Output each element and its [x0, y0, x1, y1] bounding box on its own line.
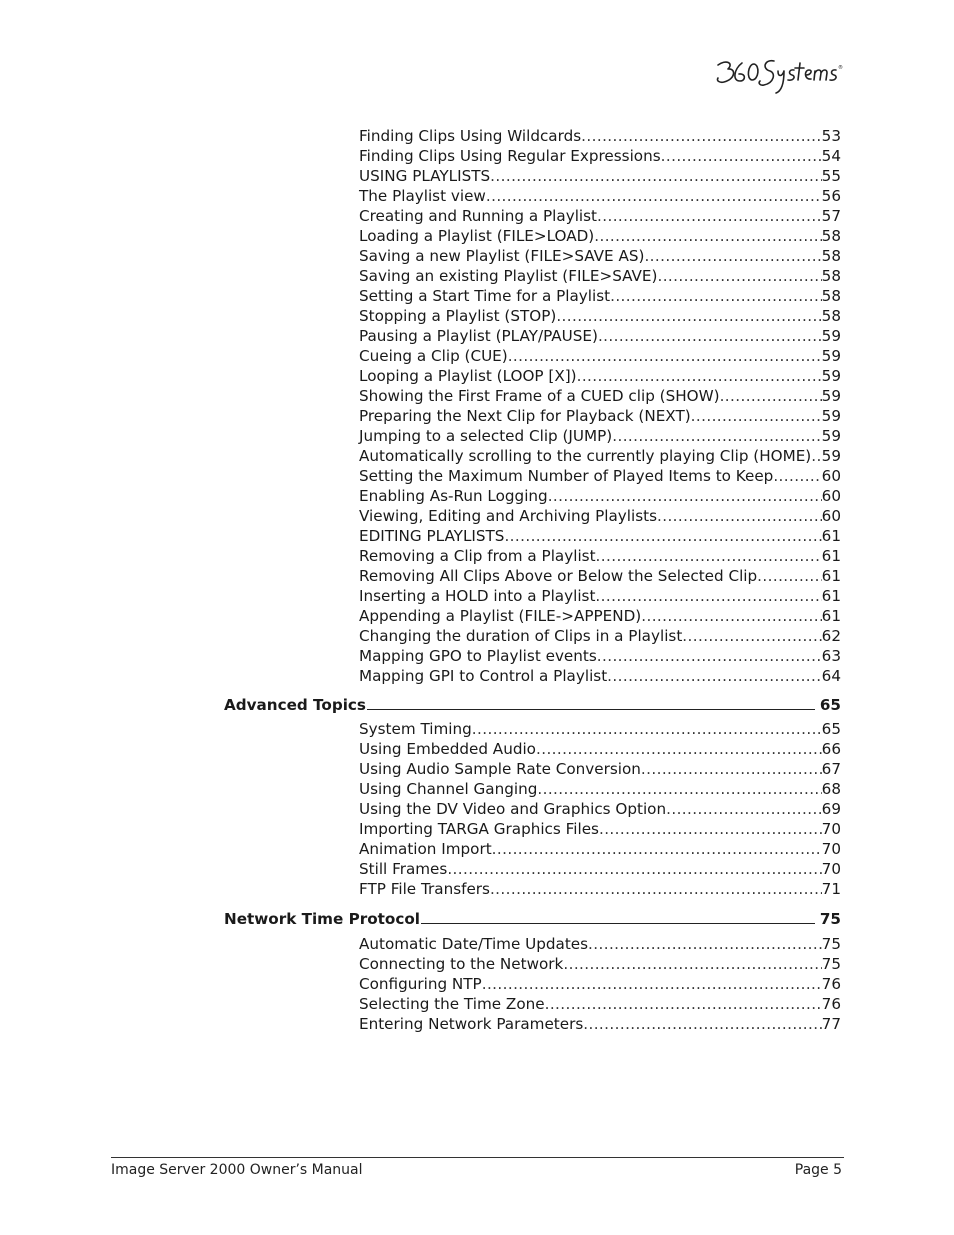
- dot-leader: [588, 934, 822, 954]
- toc-entry[interactable]: [359, 859, 841, 879]
- section-leader-rule: [367, 695, 815, 710]
- toc-entry-page-number: 59: [821, 447, 841, 465]
- toc-entry-title: The Playlist view: [359, 187, 486, 205]
- toc-entry-page-number: 59: [821, 387, 841, 405]
- toc-entry[interactable]: [359, 306, 841, 326]
- toc-group-playlists: [359, 126, 841, 686]
- dot-leader: [691, 406, 822, 426]
- toc-entry-title: Connecting to the Network: [359, 955, 564, 973]
- toc-entry-title: Still Frames: [359, 860, 448, 878]
- toc-entry-page-number: 58: [821, 307, 841, 325]
- toc-entry-page-number: 58: [821, 267, 841, 285]
- toc-entry[interactable]: [359, 246, 841, 266]
- toc-entry-title: Using Embedded Audio: [359, 740, 536, 758]
- toc-entry-title: Appending a Playlist (FILE->APPEND): [359, 607, 642, 625]
- section-title: Network Time Protocol: [224, 910, 420, 928]
- company-logo: [712, 55, 844, 97]
- toc-entry-page-number: 57: [821, 207, 841, 225]
- toc-section-network-time-protocol[interactable]: [224, 909, 841, 929]
- toc-entry[interactable]: [359, 286, 841, 306]
- toc-entry-page-number: 64: [821, 667, 841, 685]
- toc-entry[interactable]: [359, 586, 841, 606]
- dot-leader: [472, 719, 822, 739]
- toc-entry[interactable]: [359, 266, 841, 286]
- toc-entry-page-number: 75: [821, 935, 841, 953]
- toc-entry-page-number: 59: [821, 327, 841, 345]
- toc-entry-page-number: 75: [821, 955, 841, 973]
- toc-group-network-time-protocol: [359, 934, 841, 1034]
- toc-entry-title: Automatic Date/Time Updates: [359, 935, 589, 953]
- toc-entry[interactable]: [359, 346, 841, 366]
- dot-leader: [596, 546, 822, 566]
- toc-entry[interactable]: [359, 226, 841, 246]
- toc-entry[interactable]: [359, 566, 841, 586]
- toc-entry-title: Setting a Start Time for a Playlist: [359, 287, 611, 305]
- toc-entry-title: Enabling As-Run Logging: [359, 487, 548, 505]
- dot-leader: [486, 186, 822, 206]
- dot-leader: [545, 994, 822, 1014]
- toc-entry-title: Saving an existing Playlist (FILE>SAVE): [359, 267, 658, 285]
- toc-section-advanced-topics[interactable]: [224, 695, 841, 715]
- toc-entry-title: Configuring NTP: [359, 975, 482, 993]
- section-leader-rule: [421, 909, 815, 924]
- toc-entry-title: Creating and Running a Playlist: [359, 207, 598, 225]
- toc-entry[interactable]: [359, 666, 841, 686]
- dot-leader: [595, 586, 821, 606]
- dot-leader: [597, 206, 822, 226]
- toc-entry[interactable]: [359, 819, 841, 839]
- toc-entry-title: Saving a new Playlist (FILE>SAVE AS): [359, 247, 645, 265]
- dot-leader: [563, 954, 821, 974]
- dot-leader: [583, 1014, 821, 1034]
- toc-entry-page-number: 68: [821, 780, 841, 798]
- toc-entry[interactable]: [359, 506, 841, 526]
- toc-entry[interactable]: [359, 126, 841, 146]
- dot-leader: [610, 286, 822, 306]
- toc-entry[interactable]: [359, 626, 841, 646]
- toc-entry-title: FTP File Transfers: [359, 880, 490, 898]
- dot-leader: [657, 266, 821, 286]
- toc-entry-page-number: 67: [821, 760, 841, 778]
- toc-entry[interactable]: [359, 759, 841, 779]
- dot-leader: [508, 346, 822, 366]
- toc-entry-page-number: 55: [821, 167, 841, 185]
- toc-entry[interactable]: [359, 974, 841, 994]
- toc-entry[interactable]: [359, 799, 841, 819]
- dot-leader: [594, 226, 821, 246]
- toc-entry-page-number: 77: [821, 1015, 841, 1033]
- toc-entry[interactable]: [359, 1014, 841, 1034]
- toc-entry-page-number: 69: [821, 800, 841, 818]
- dot-leader: [720, 386, 822, 406]
- toc-entry-title: Finding Clips Using Regular Expressions: [359, 147, 661, 165]
- toc-entry[interactable]: [359, 719, 841, 739]
- dot-leader: [657, 506, 822, 526]
- toc-entry-title: Importing TARGA Graphics Files: [359, 820, 599, 838]
- dot-leader: [492, 839, 822, 859]
- toc-entry[interactable]: [359, 879, 841, 899]
- svg-text:®: ®: [838, 65, 843, 71]
- dot-leader: [811, 446, 821, 466]
- toc-entry-title: Automatically scrolling to the currently playing Clip (HOME): [359, 447, 812, 465]
- dot-leader: [598, 326, 822, 346]
- dot-leader: [504, 526, 821, 546]
- toc-entry-page-number: 60: [821, 467, 841, 485]
- dot-leader: [641, 759, 822, 779]
- toc-entry-page-number: 58: [821, 247, 841, 265]
- dot-leader: [644, 246, 821, 266]
- toc-entry-page-number: 58: [821, 227, 841, 245]
- toc-entry[interactable]: [359, 994, 841, 1014]
- toc-entry-title: Finding Clips Using Wildcards: [359, 127, 582, 145]
- toc-entry-title: Changing the duration of Clips in a Playlist: [359, 627, 683, 645]
- dot-leader: [537, 779, 821, 799]
- toc-entry-title: Mapping GPI to Control a Playlist: [359, 667, 608, 685]
- toc-entry-page-number: 71: [821, 880, 841, 898]
- toc-entry-title: Cueing a Clip (CUE): [359, 347, 508, 365]
- 360-systems-logo: [712, 55, 844, 97]
- toc-entry[interactable]: [359, 426, 841, 446]
- section-page-number: 65: [819, 696, 841, 714]
- toc-entry-title: Preparing the Next Clip for Playback (NEXT): [359, 407, 691, 425]
- toc-entry[interactable]: [359, 446, 841, 466]
- toc-entry[interactable]: [359, 326, 841, 346]
- toc-entry[interactable]: [359, 186, 841, 206]
- toc-entry[interactable]: [359, 934, 841, 954]
- toc-entry-page-number: 54: [821, 147, 841, 165]
- toc-entry[interactable]: [359, 206, 841, 226]
- toc-entry-page-number: 61: [821, 527, 841, 545]
- toc-entry-title: Animation Import: [359, 840, 492, 858]
- toc-entry[interactable]: [359, 606, 841, 626]
- dot-leader: [612, 426, 821, 446]
- toc-entry-title: Pausing a Playlist (PLAY/PAUSE): [359, 327, 598, 345]
- toc-entry-page-number: 59: [821, 367, 841, 385]
- dot-leader: [597, 646, 822, 666]
- toc-entry[interactable]: [359, 546, 841, 566]
- toc-entry[interactable]: [359, 146, 841, 166]
- toc-entry[interactable]: [359, 486, 841, 506]
- toc-entry-page-number: 53: [821, 127, 841, 145]
- toc-entry-title: Jumping to a selected Clip (JUMP): [359, 427, 613, 445]
- toc-entry-page-number: 66: [821, 740, 841, 758]
- toc-entry-page-number: 62: [821, 627, 841, 645]
- dot-leader: [536, 739, 822, 759]
- toc-entry-title: Entering Network Parameters: [359, 1015, 584, 1033]
- toc-entry[interactable]: [359, 739, 841, 759]
- toc-entry-page-number: 61: [821, 547, 841, 565]
- toc-entry[interactable]: [359, 466, 841, 486]
- toc-entry-page-number: 56: [821, 187, 841, 205]
- toc-entry-page-number: 65: [821, 720, 841, 738]
- toc-entry-page-number: 63: [821, 647, 841, 665]
- toc-entry-page-number: 70: [821, 820, 841, 838]
- toc-entry-title: EDITING PLAYLISTS: [359, 527, 505, 545]
- dot-leader: [490, 166, 822, 186]
- toc-entry-title: Using Audio Sample Rate Conversion: [359, 760, 641, 778]
- section-title: Advanced Topics: [224, 696, 366, 714]
- page-footer: [111, 1160, 842, 1180]
- toc-entry-page-number: 59: [821, 347, 841, 365]
- toc-entry[interactable]: [359, 954, 841, 974]
- dot-leader: [661, 146, 822, 166]
- toc-entry-title: Setting the Maximum Number of Played Items to Keep: [359, 467, 774, 485]
- toc-entry-title: Stopping a Playlist (STOP): [359, 307, 557, 325]
- toc-entry-title: Selecting the Time Zone: [359, 995, 545, 1013]
- toc-entry[interactable]: [359, 646, 841, 666]
- toc-entry-page-number: 59: [821, 407, 841, 425]
- dot-leader: [581, 126, 822, 146]
- footer-divider: [111, 1157, 844, 1158]
- section-page-number: 75: [819, 910, 841, 928]
- toc-entry[interactable]: [359, 386, 841, 406]
- toc-entry-page-number: 59: [821, 427, 841, 445]
- toc-entry[interactable]: [359, 839, 841, 859]
- dot-leader: [482, 974, 822, 994]
- toc-entry-page-number: 61: [821, 587, 841, 605]
- toc-entry[interactable]: [359, 406, 841, 426]
- toc-entry-title: USING PLAYLISTS: [359, 167, 491, 185]
- toc-entry[interactable]: [359, 166, 841, 186]
- footer-manual-title: Image Server 2000 Owner’s Manual: [111, 1162, 363, 1178]
- toc-entry-page-number: 76: [821, 975, 841, 993]
- toc-entry-page-number: 60: [821, 487, 841, 505]
- toc-entry-title: Removing All Clips Above or Below the Selected Clip: [359, 567, 758, 585]
- toc-entry-title: Loading a Playlist (FILE>LOAD): [359, 227, 595, 245]
- toc-entry[interactable]: [359, 779, 841, 799]
- toc-entry-title: System Timing: [359, 720, 472, 738]
- toc-entry-title: Using the DV Video and Graphics Option: [359, 800, 667, 818]
- dot-leader: [599, 819, 822, 839]
- toc-entry-page-number: 61: [821, 567, 841, 585]
- toc-entry-title: Inserting a HOLD into a Playlist: [359, 587, 596, 605]
- toc-entry[interactable]: [359, 366, 841, 386]
- dot-leader: [577, 366, 822, 386]
- toc-entry-title: Looping a Playlist (LOOP [X]): [359, 367, 577, 385]
- dot-leader: [548, 486, 822, 506]
- toc-entry-page-number: 76: [821, 995, 841, 1013]
- dot-leader: [490, 879, 822, 899]
- dot-leader: [447, 859, 821, 879]
- toc-entry[interactable]: [359, 526, 841, 546]
- dot-leader: [607, 666, 822, 686]
- toc-entry-page-number: 58: [821, 287, 841, 305]
- toc-entry-page-number: 70: [821, 840, 841, 858]
- dot-leader: [773, 466, 821, 486]
- dot-leader: [757, 566, 822, 586]
- dot-leader: [682, 626, 821, 646]
- dot-leader: [556, 306, 821, 326]
- toc-entry-title: Mapping GPO to Playlist events: [359, 647, 597, 665]
- toc-entry-title: Showing the First Frame of a CUED clip (SHOW): [359, 387, 720, 405]
- toc-entry-title: Using Channel Ganging: [359, 780, 538, 798]
- dot-leader: [641, 606, 821, 626]
- dot-leader: [666, 799, 822, 819]
- toc-group-advanced-topics: [359, 719, 841, 899]
- toc-entry-page-number: 60: [821, 507, 841, 525]
- toc-entry-page-number: 70: [821, 860, 841, 878]
- toc-entry-page-number: 61: [821, 607, 841, 625]
- toc-entry-title: Removing a Clip from a Playlist: [359, 547, 596, 565]
- toc-entry-title: Viewing, Editing and Archiving Playlists: [359, 507, 657, 525]
- footer-page-number: Page 5: [794, 1162, 842, 1178]
